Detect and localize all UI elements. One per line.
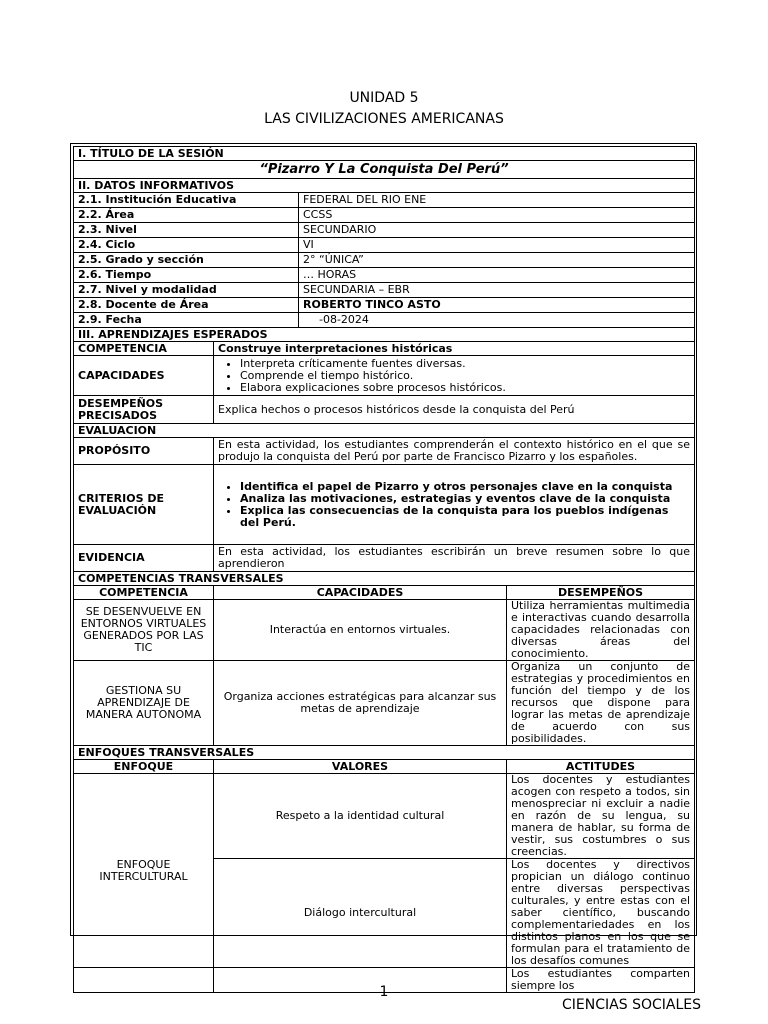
date-value: -08-2024 bbox=[299, 313, 695, 328]
unit-subtitle: LAS CIVILIZACIONES AMERICANAS bbox=[264, 111, 504, 127]
et-actitud: Los estudiantes comparten siempre los bbox=[507, 968, 695, 993]
competencia-value: Construye interpretaciones históricas bbox=[214, 342, 695, 356]
data-label: 2.5. Grado y sección bbox=[74, 253, 299, 268]
data-label: 2.1. Institución Educativa bbox=[74, 193, 299, 208]
teacher-name: ROBERTO TINCO ASTO bbox=[299, 298, 695, 313]
data-label: 2.7. Nivel y modalidad bbox=[74, 283, 299, 298]
et-actitud: Los docentes y directivos propician un diálogo continuo entre diversas perspectivas culturales, y entre estas con el saber científico, buscando complementariedades en los distintos planos en los que se formulan para el tratamiento de los desafíos comunes bbox=[507, 859, 695, 968]
list-item: • Interpreta críticamente fuentes diversas. bbox=[240, 358, 690, 370]
ct-competencia: SE DESENVUELVE EN ENTORNOS VIRTUALES GENERADOS POR LAS TIC bbox=[74, 600, 214, 661]
data-value: 2° “ÚNICA” bbox=[299, 253, 695, 268]
ct-heading: COMPETENCIAS TRANSVERSALES bbox=[74, 572, 695, 586]
list-item: • Identifica el papel de Pizarro y otros personajes clave en la conquista bbox=[240, 481, 690, 493]
data-label: 2.2. Área bbox=[74, 208, 299, 223]
data-value: CCSS bbox=[299, 208, 695, 223]
section-1-heading: I. TÍTULO DE LA SESIÓN bbox=[74, 147, 695, 161]
unit-heading: UNIDAD 5 bbox=[349, 90, 419, 106]
list-item: • Analiza las motivaciones, estrategias y eventos clave de la conquista bbox=[240, 493, 690, 505]
session-title: “Pizarro Y La Conquista Del Perú” bbox=[74, 161, 695, 179]
footer-area-label: CIENCIAS SOCIALES bbox=[562, 997, 701, 1013]
data-label: 2.8. Docente de Área bbox=[74, 298, 299, 313]
data-value: VI bbox=[299, 238, 695, 253]
et-enfoque: ENFOQUE INTERCULTURAL bbox=[74, 774, 214, 968]
page-number: 1 bbox=[379, 984, 389, 1000]
proposito-label: PROPÓSITO bbox=[74, 438, 214, 465]
et-valor: Respeto a la identidad cultural bbox=[214, 774, 507, 859]
et-heading: ENFOQUES TRANSVERSALES bbox=[74, 746, 695, 760]
list-item: • Elabora explicaciones sobre procesos históricos. bbox=[240, 382, 690, 394]
data-label: 2.6. Tiempo bbox=[74, 268, 299, 283]
ct-desempeno: Organiza un conjunto de estrategias y procedimientos en función del tiempo y de los recursos que dispone para lograr las metas de aprendizaje de acuerdo con sus posibilidades. bbox=[507, 661, 695, 746]
et-col-valores: VALORES bbox=[214, 760, 507, 774]
ct-col-desempenos: DESEMPEÑOS bbox=[507, 586, 695, 600]
criterios-label: CRITERIOS DE EVALUACIÓN bbox=[74, 465, 214, 545]
list-item: • Explica las consecuencias de la conquista para los pueblos indígenas del Perú. bbox=[240, 505, 690, 529]
data-label: 2.4. Ciclo bbox=[74, 238, 299, 253]
competencia-label: COMPETENCIA bbox=[74, 342, 214, 356]
list-item: • Comprende el tiempo histórico. bbox=[240, 370, 690, 382]
et-col-enfoque: ENFOQUE bbox=[74, 760, 214, 774]
section-3-heading: III. APRENDIZAJES ESPERADOS bbox=[74, 328, 695, 342]
et-actitud: Los docentes y estudiantes acogen con respeto a todos, sin menospreciar ni excluir a nadie en razón de su lengua, su manera de hablar, su forma de vestir, sus costumbres o sus creencias. bbox=[507, 774, 695, 859]
data-value: SECUNDARIA – EBR bbox=[299, 283, 695, 298]
data-value: FEDERAL DEL RIO ENE bbox=[299, 193, 695, 208]
data-value: … HORAS bbox=[299, 268, 695, 283]
ct-capacidad: Interactúa en entornos virtuales. bbox=[214, 600, 507, 661]
section-2-heading: II. DATOS INFORMATIVOS bbox=[74, 179, 695, 193]
capacidades-list bbox=[214, 356, 695, 396]
session-table bbox=[73, 146, 695, 993]
et-valor: Diálogo intercultural bbox=[214, 859, 507, 968]
evidencia-value: En esta actividad, los estudiantes escribirán un breve resumen sobre lo que aprendieron bbox=[214, 545, 695, 572]
criterios-list bbox=[214, 465, 695, 545]
desempenos-value: Explica hechos o procesos históricos desde la conquista del Perú bbox=[214, 396, 695, 424]
data-value: SECUNDARIO bbox=[299, 223, 695, 238]
evidencia-label: EVIDENCIA bbox=[74, 545, 214, 572]
data-label: 2.3. Nivel bbox=[74, 223, 299, 238]
et-col-actitudes: ACTITUDES bbox=[507, 760, 695, 774]
ct-desempeno: Utiliza herramientas multimedia e interactivas cuando desarrolla capacidades relacionadas con diversas áreas del conocimiento. bbox=[507, 600, 695, 661]
ct-col-capacidades: CAPACIDADES bbox=[214, 586, 507, 600]
evaluacion-heading: EVALUACION bbox=[74, 424, 695, 438]
data-label: 2.9. Fecha bbox=[74, 313, 299, 328]
proposito-value: En esta actividad, los estudiantes comprenderán el contexto histórico en el que se produjo la conquista del Perú por parte de Francisco Pizarro y los españoles. bbox=[214, 438, 695, 465]
ct-col-competencia: COMPETENCIA bbox=[74, 586, 214, 600]
desempenos-label: DESEMPEÑOS PRECISADOS bbox=[74, 396, 214, 424]
capacidades-label: CAPACIDADES bbox=[74, 356, 214, 396]
ct-competencia: GESTIONA SU APRENDIZAJE DE MANERA AUTONOMA bbox=[74, 661, 214, 746]
ct-capacidad: Organiza acciones estratégicas para alcanzar sus metas de aprendizaje bbox=[214, 661, 507, 746]
